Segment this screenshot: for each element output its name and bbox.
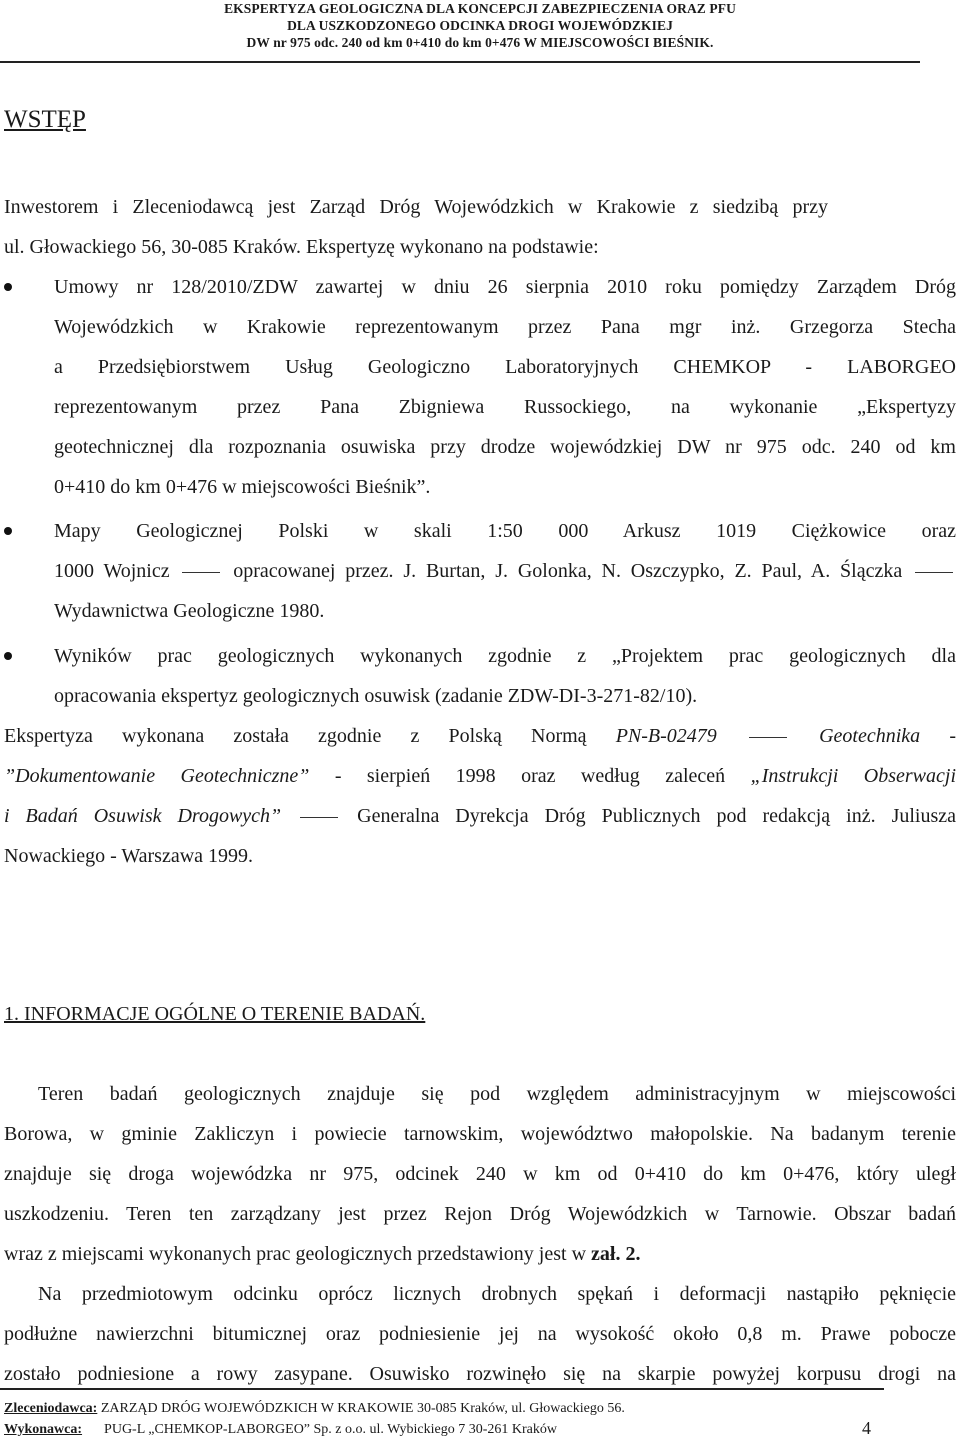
page-number: 4: [862, 1418, 871, 1438]
s1-p1-line-3: znajduje się droga wojewódzka nr 975, odcinek 240 w km od 0+410 do km 0+476, który uległ: [4, 1163, 956, 1185]
attachment-ref-text: wraz z miejscami wykonanych prac geologicznych przedstawiony jest w: [4, 1243, 587, 1265]
s1-p2-line-3: zostało podniesione a rowy zasypane. Osuwisko rozwinęło się na skarpie powyżej korpusu drogi na: [4, 1363, 956, 1385]
contractor-label: Wykonawca:: [4, 1422, 83, 1437]
intro-heading: WSTĘP: [4, 106, 86, 133]
bullet-2: [4, 527, 12, 535]
bullet-2-line-2: [54, 559, 956, 583]
dash: [182, 572, 220, 573]
s1-p1-line-4: uszkodzeniu. Teren ten zarządzany jest przez Rejon Dróg Wojewódzkich w Tarnowie. Obszar badań: [4, 1203, 956, 1225]
section-1-heading: 1. INFORMACJE OGÓLNE O TERENIE BADAŃ.: [4, 1003, 426, 1025]
map-authors: opracowanej przez. J. Burtan, J. Golonka, N. Oszczypko, Z. Paul, A. Ślączka: [233, 560, 903, 582]
dash: [749, 737, 787, 738]
bullet-2-line-1: Mapy Geologicznej Polski w skali 1:50 000 Arkusz 1019 Ciężkowice oraz: [54, 520, 956, 542]
norm-title: Geotechnika: [819, 725, 921, 747]
contractor-text: PUG-L „CHEMKOP-LABORGEO” Sp. z o.o. ul. Wybickiego 7 30-261 Kraków: [104, 1422, 557, 1437]
instruction-title: „Instrukcji Obserwacji: [750, 765, 957, 787]
s1-p1-line-5: [4, 1242, 640, 1266]
header-line-1: EKSPERTYZA GEOLOGICZNA DLA KONCEPCJI ZABEZPIECZENIA ORAZ PFU: [224, 1, 736, 16]
norm-subtitle: ”Dokumentowanie Geotechniczne”: [4, 765, 310, 787]
s1-p2-line-2: podłużne nawierzchni bitumicznej oraz podniesienie jej na wysokość około 0,8 m. Prawe pobocze: [4, 1323, 956, 1345]
hyphen: -: [949, 725, 957, 747]
period: .: [635, 1243, 641, 1265]
publisher: Generalna Dyrekcja Dróg Publicznych pod redakcją inż. Juliusza: [357, 805, 957, 827]
s1-p1-line-2: Borowa, w gminie Zakliczyn i powiecie tarnowskim, województwo małopolskie. Na badanym terenie: [4, 1123, 956, 1145]
bullet-1-line-1: Umowy nr 128/2010/ZDW zawartej w dniu 26 sierpnia 2010 roku pomiędzy Zarządem Dróg: [54, 276, 956, 298]
norm-date: - sierpień 1998 oraz według zaleceń: [334, 765, 726, 787]
running-header: [0, 0, 960, 51]
s1-p2-line-1: Na przedmiotowym odcinku oprócz licznych drobnych spękań i deformacji nastąpiło pęknięcie: [38, 1283, 956, 1305]
s1-p1-line-1: Teren badań geologicznych znajduje się pod względem administracyjnym w miejscowości: [38, 1083, 956, 1105]
dash: [300, 817, 338, 818]
intro-line-1: Inwestorem i Zleceniodawcą jest Zarząd Dróg Wojewódzkich w Krakowie z siedzibą przy: [4, 196, 828, 218]
header-line-3: DW nr 975 odc. 240 od km 0+410 do km 0+476 W MIEJSCOWOŚCI BIEŚNIK.: [246, 35, 714, 50]
bullet-3-line-2: opracowania ekspertyz geologicznych osuwisk (zadanie ZDW-DI-3-271-82/10).: [54, 685, 698, 707]
bullet-2-line-3: Wydawnictwa Geologiczne 1980.: [54, 600, 325, 622]
bullet-1-line-5: geotechnicznej dla rozpoznania osuwiska przy drodze wojewódzkiej DW nr 975 odc. 240 od km: [54, 436, 956, 458]
bullet-1: [4, 283, 12, 291]
instruction-title-cont: i Badań Osuwisk Drogowych”: [4, 805, 282, 827]
bullet-1-line-2: Wojewódzkich w Krakowie reprezentowanym przez Pana mgr inż. Grzegorza Stecha: [54, 316, 956, 338]
norm-code: PN-B-02479: [615, 725, 717, 747]
norm-text: Ekspertyza wykonana została zgodnie z Polską Normą: [4, 725, 587, 747]
bullet-1-line-6: 0+410 do km 0+476 w miejscowości Bieśnik”.: [54, 476, 431, 498]
client-text: ZARZĄD DRÓG WOJEWÓDZKICH W KRAKOWIE 30-085 Kraków, ul. Głowackiego 56.: [97, 1401, 625, 1416]
header-rule: [0, 61, 920, 63]
header-line-2: DLA USZKODZONEGO ODCINKA DROGI WOJEWÓDZKIEJ: [287, 18, 673, 33]
footer-client: [4, 1400, 625, 1417]
client-label: Zleceniodawca:: [4, 1401, 98, 1416]
dash: [915, 572, 953, 573]
norm-line-3: [4, 804, 956, 828]
norm-line-1: [4, 724, 956, 748]
map-sheet-wojnicz: 1000 Wojnicz: [54, 560, 170, 582]
bullet-3-line-1: Wyników prac geologicznych wykonanych zgodnie z „Projektem prac geologicznych dla: [54, 645, 956, 667]
bullet-1-line-4: reprezentowanym przez Pana Zbigniewa Russockiego, na wykonanie „Ekspertyzy: [54, 396, 956, 418]
attachment-ref: zał. 2: [591, 1243, 636, 1265]
footer-rule: [0, 1388, 884, 1390]
intro-line-2: ul. Głowackiego 56, 30-085 Kraków. Ekspertyzę wykonano na podstawie:: [4, 236, 599, 258]
footer-contractor: [4, 1421, 557, 1438]
bullet-1-line-3: a Przedsiębiorstwem Usług Geologiczno Laboratoryjnych CHEMKOP - LABORGEO: [54, 356, 956, 378]
norm-line-2: [4, 764, 956, 788]
norm-line-4: Nowackiego - Warszawa 1999.: [4, 845, 254, 867]
bullet-3: [4, 652, 12, 660]
